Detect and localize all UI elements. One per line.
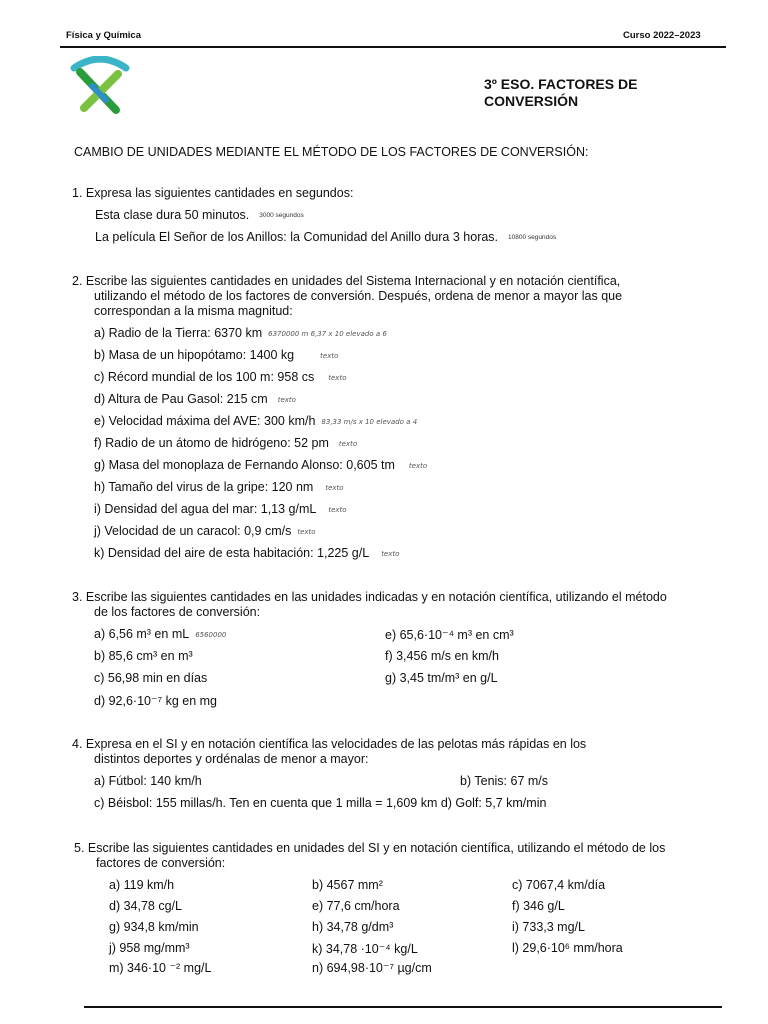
- q2-item-answer: texto: [328, 505, 347, 514]
- q2-item: [94, 436, 357, 450]
- q1-item-b: [95, 230, 556, 244]
- q5-item: j) 958 mg/mm³: [109, 941, 190, 955]
- q4-item-cd: c) Béisbol: 155 millas/h. Ten en cuenta que 1 milla = 1,609 km d) Golf: 5,7 km/min: [94, 796, 547, 810]
- q2-item: [94, 326, 387, 340]
- q2-item-text: g) Masa del monoplaza de Fernando Alonso: 0,605 tm: [94, 458, 395, 472]
- school-logo: [68, 56, 132, 116]
- q2-item-answer: texto: [338, 439, 358, 448]
- q4-prompt-2: distintos deportes y ordénalas de menor a mayor:: [94, 752, 369, 766]
- q5-item: l) 29,6·10⁶ mm/hora: [512, 941, 623, 955]
- q5-item: e) 77,6 cm/hora: [312, 899, 400, 913]
- q2-item-text: j) Velocidad de un caracol: 0,9 cm/s: [94, 524, 292, 538]
- q5-item: h) 34,78 g/dm³: [312, 920, 394, 934]
- q2-item-answer: texto: [325, 483, 344, 492]
- q5-item: g) 934,8 km/min: [109, 920, 199, 934]
- q5-prompt-1: 5. Escribe las siguientes cantidades en unidades del SI y en notación científica, utilizando el método de los: [74, 841, 666, 855]
- q2-item-text: e) Velocidad máxima del AVE: 300 km/h: [94, 414, 316, 428]
- q3-item-g: g) 3,45 tm/m³ en g/L: [385, 671, 498, 685]
- header-rule: [60, 46, 726, 48]
- q2-item-text: a) Radio de la Tierra: 6370 km: [94, 326, 263, 340]
- q3-item-c: c) 56,98 min en días: [94, 671, 208, 685]
- q2-item-text: h) Tamaño del virus de la gripe: 120 nm: [94, 480, 314, 494]
- q2-item-text: i) Densidad del agua del mar: 1,13 g/mL: [94, 502, 317, 516]
- q2-item-text: d) Altura de Pau Gasol: 215 cm: [94, 392, 268, 406]
- q1-item-a-text: Esta clase dura 50 minutos.: [95, 208, 250, 222]
- q3-item-a-text: a) 6,56 m³ en mL: [94, 627, 190, 641]
- q2-item-answer: texto: [328, 373, 347, 382]
- q2-item-text: f) Radio de un átomo de hidrógeno: 52 pm: [94, 436, 329, 450]
- q2-prompt-2: utilizando el método de los factores de conversión. Después, ordena de menor a mayor las que: [94, 289, 623, 303]
- q2-item-answer: texto: [297, 527, 316, 536]
- q2-item-answer: texto: [408, 461, 428, 470]
- q3-prompt-1: 3. Escribe las siguientes cantidades en las unidades indicadas y en notación científica, utilizando el método: [72, 590, 667, 604]
- q3-item-e: e) 65,6·10⁻⁴ m³ en cm³: [385, 628, 514, 642]
- q5-item: a) 119 km/h: [109, 878, 175, 892]
- q2-item-text: b) Masa de un hipopótamo: 1400 kg: [94, 348, 295, 362]
- q5-item: k) 34,78 ·10⁻⁴ kg/L: [312, 942, 418, 956]
- q2-item-answer: texto: [277, 395, 296, 404]
- q2-item-text: c) Récord mundial de los 100 m: 958 cs: [94, 370, 315, 384]
- q3-item-d: d) 92,6·10⁻⁷ kg en mg: [94, 694, 217, 708]
- q2-item: [94, 392, 296, 406]
- course-label: Curso 2022–2023: [623, 30, 701, 41]
- title-line-1: 3º ESO. FACTORES DE: [484, 76, 638, 92]
- q2-item-answer: 6370000 m 6,37 x 10 elevado a 6: [268, 329, 387, 338]
- q2-item: [94, 370, 346, 384]
- q2-item: [94, 502, 347, 516]
- q2-item: [94, 414, 417, 428]
- q4-item-b: b) Tenis: 67 m/s: [460, 774, 549, 788]
- q2-item-answer: texto: [320, 351, 339, 360]
- q1-item-a-answer: 3000 segundos: [259, 212, 304, 220]
- q4-item-a: a) Fútbol: 140 km/h: [94, 774, 202, 788]
- q3-item-a-answer: 6560000: [195, 630, 227, 639]
- q1-item-b-answer: 10800 segundos: [508, 234, 557, 242]
- q3-item-b: b) 85,6 cm³ en m³: [94, 649, 193, 663]
- q5-item: i) 733,3 mg/L: [512, 920, 585, 934]
- q5-item: b) 4567 mm²: [312, 878, 383, 892]
- document-title: [484, 76, 637, 110]
- q2-item: [94, 348, 338, 362]
- q2-item-answer: texto: [381, 549, 400, 558]
- q5-item: n) 694,98·10⁻⁷ µg/cm: [312, 961, 432, 975]
- footer-rule: [84, 1006, 722, 1008]
- q1-item-b-text: La película El Señor de los Anillos: la Comunidad del Anillo dura 3 horas.: [95, 230, 499, 244]
- q2-item: [94, 524, 316, 538]
- section-heading: CAMBIO DE UNIDADES MEDIANTE EL MÉTODO DE LOS FACTORES DE CONVERSIÓN:: [74, 145, 589, 159]
- subject-label: Física y Química: [66, 30, 141, 41]
- title-line-2: CONVERSIÓN: [484, 93, 579, 109]
- q2-item-answer: 83,33 m/s x 10 elevado a 4: [321, 417, 418, 426]
- q3-item-f: f) 3,456 m/s en km/h: [385, 649, 499, 663]
- q5-item: c) 7067,4 km/día: [512, 878, 606, 892]
- q2-item: [94, 546, 399, 560]
- q2-item: [94, 458, 427, 472]
- q3-item-a: [94, 627, 226, 641]
- q1-prompt: 1. Expresa las siguientes cantidades en segundos:: [72, 186, 354, 200]
- q2-prompt-1: 2. Escribe las siguientes cantidades en unidades del Sistema Internacional y en notación científica,: [72, 274, 621, 288]
- q5-item: d) 34,78 cg/L: [109, 899, 182, 913]
- q2-prompt-3: correspondan a la misma magnitud:: [94, 304, 293, 318]
- q5-item: f) 346 g/L: [512, 899, 565, 913]
- q1-item-a: [95, 208, 304, 222]
- q5-prompt-2: factores de conversión:: [96, 856, 226, 870]
- q2-item: [94, 480, 344, 494]
- q3-prompt-2: de los factores de conversión:: [94, 605, 261, 619]
- q5-item: m) 346·10 ⁻² mg/L: [109, 961, 212, 975]
- q2-item-text: k) Densidad del aire de esta habitación: 1,225 g/L: [94, 546, 370, 560]
- q4-prompt-1: 4. Expresa en el SI y en notación científica las velocidades de las pelotas más rápidas en los: [72, 737, 587, 751]
